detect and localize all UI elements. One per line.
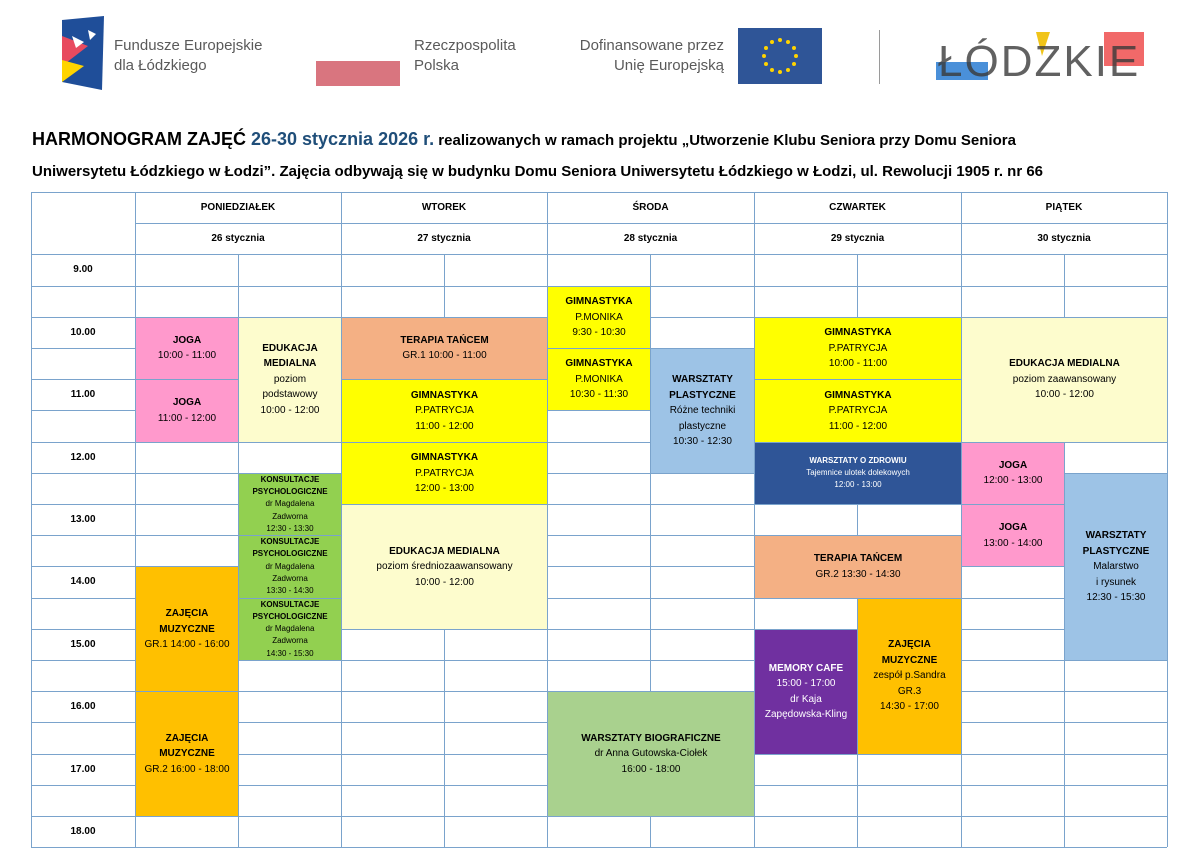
schedule-event[interactable] bbox=[754, 317, 962, 380]
grid-row-line bbox=[31, 847, 1167, 848]
event-detail: dr Magdalena bbox=[265, 624, 315, 634]
schedule-event[interactable] bbox=[961, 442, 1065, 505]
event-detail: 11:00 - 12:00 bbox=[157, 412, 217, 424]
rp-logo-text bbox=[414, 36, 516, 76]
schedule-event[interactable] bbox=[754, 535, 962, 598]
day-header: PIĄTEK bbox=[1045, 202, 1083, 214]
event-detail: P.PATRYCJA bbox=[415, 405, 474, 417]
event-title: PSYCHOLOGICZNE bbox=[252, 549, 328, 559]
event-detail: 11:00 - 12:00 bbox=[415, 420, 474, 432]
event-detail: 11:00 - 12:00 bbox=[828, 420, 888, 432]
hour-label: 14.00 bbox=[70, 576, 96, 588]
schedule-event[interactable] bbox=[238, 317, 342, 443]
event-title: WARSZTATY BIOGRAFICZNE bbox=[581, 732, 721, 744]
event-title: ZAJĘCIA bbox=[165, 732, 209, 744]
event-title: GIMNASTYKA bbox=[410, 389, 479, 401]
event-title: ZAJĘCIA bbox=[888, 639, 931, 651]
schedule-event[interactable] bbox=[857, 598, 962, 755]
event-detail: 12:30 - 15:30 bbox=[1086, 592, 1146, 604]
schedule-event[interactable] bbox=[341, 442, 548, 505]
schedule-event[interactable] bbox=[547, 348, 651, 411]
hour-label: 10.00 bbox=[70, 326, 96, 338]
hour-label: 13.00 bbox=[70, 514, 96, 526]
event-title: WARSZTATY O ZDROWIU bbox=[809, 455, 907, 465]
title-line-2: Uniwersytetu Łódzkiego w Łodzi”. Zajęcia odbywają się w budynku Domu Seniora Uniwersytetu Łódzkiego w Łodzi, ul. Rewolucji 1905 r. nr 66 bbox=[32, 163, 1044, 180]
hour-label: 15.00 bbox=[70, 638, 96, 650]
schedule-event[interactable] bbox=[650, 348, 755, 474]
event-detail: 10:30 - 11:30 bbox=[569, 389, 629, 401]
event-detail: GR.2 16:00 - 18:00 bbox=[144, 763, 230, 775]
event-detail: 14:30 - 15:30 bbox=[266, 648, 314, 658]
title-line-1 bbox=[32, 124, 1182, 156]
event-title: PLASTYCZNE bbox=[669, 389, 736, 401]
event-title: PSYCHOLOGICZNE bbox=[252, 611, 328, 621]
logo-bar bbox=[0, 0, 1196, 110]
schedule-grid bbox=[31, 192, 1167, 848]
schedule-event[interactable] bbox=[135, 379, 239, 442]
event-detail: poziom średniozaawansowany bbox=[376, 561, 513, 573]
event-title: WARSZTATY bbox=[672, 374, 733, 386]
event-title: JOGA bbox=[998, 522, 1028, 534]
event-detail: Zadworna bbox=[272, 574, 308, 584]
event-detail: Zadworna bbox=[272, 636, 308, 646]
event-detail: GR.1 10:00 - 11:00 bbox=[402, 350, 487, 362]
event-title: EDUKACJA MEDIALNA bbox=[389, 545, 500, 557]
hour-label: 12.00 bbox=[70, 451, 96, 463]
hour-label: 11.00 bbox=[70, 389, 96, 401]
event-detail: plastyczne bbox=[678, 420, 727, 432]
event-detail: 15:00 - 17:00 bbox=[776, 678, 836, 690]
event-detail: P.PATRYCJA bbox=[828, 405, 888, 417]
schedule-event[interactable] bbox=[547, 691, 755, 817]
eu-flag-icon bbox=[738, 28, 822, 84]
event-detail: P.PATRYCJA bbox=[415, 467, 474, 479]
eu-line2: Unię Europejską bbox=[613, 57, 724, 74]
event-detail: 16:00 - 18:00 bbox=[621, 763, 681, 775]
schedule-event[interactable] bbox=[547, 286, 651, 349]
event-title: PSYCHOLOGICZNE bbox=[252, 487, 328, 497]
event-title: MEDIALNA bbox=[263, 358, 317, 370]
event-detail: Zapędowska-Kling bbox=[764, 709, 848, 721]
title-prefix: HARMONOGRAM ZAJĘĆ bbox=[32, 129, 251, 149]
lodzkie-logo bbox=[936, 32, 1148, 84]
fe-logo-text bbox=[114, 36, 262, 76]
event-detail: i rysunek bbox=[1095, 576, 1136, 588]
eu-line1: Dofinansowane przez bbox=[579, 37, 724, 54]
schedule-event[interactable] bbox=[341, 317, 548, 380]
day-date: 29 stycznia bbox=[830, 233, 885, 245]
event-detail: poziom zaawansowany bbox=[1012, 373, 1117, 385]
event-title: MUZYCZNE bbox=[159, 623, 215, 635]
schedule-event[interactable] bbox=[238, 473, 342, 536]
event-title: GIMNASTYKA bbox=[565, 358, 633, 370]
rp-line2: Polska bbox=[414, 57, 460, 74]
event-title: GIMNASTYKA bbox=[565, 296, 633, 308]
event-title: WARSZTATY bbox=[1085, 530, 1147, 542]
fe-line1: Fundusze Europejskie bbox=[114, 37, 263, 54]
event-detail: 13:00 - 14:00 bbox=[983, 537, 1043, 549]
event-title: EDUKACJA MEDIALNA bbox=[1009, 358, 1120, 370]
event-detail: GR.1 14:00 - 16:00 bbox=[144, 639, 230, 651]
day-header: WTOREK bbox=[421, 202, 467, 214]
svg-text:ŁÓDZKIE: ŁÓDZKIE bbox=[938, 37, 1141, 84]
event-detail: Tajemnice ulotek dolekowych bbox=[806, 468, 910, 478]
event-detail: GR.3 bbox=[897, 685, 922, 697]
eu-logo-text bbox=[548, 36, 724, 76]
hour-label: 9.00 bbox=[73, 264, 93, 276]
event-detail: 10:00 - 12:00 bbox=[260, 404, 320, 416]
schedule-event[interactable] bbox=[961, 504, 1065, 567]
event-title: JOGA bbox=[172, 334, 202, 346]
schedule-event[interactable] bbox=[754, 379, 962, 442]
page-title bbox=[32, 124, 1182, 187]
schedule-event[interactable] bbox=[135, 691, 239, 817]
event-title: TERAPIA TAŃCEM bbox=[400, 334, 489, 346]
event-detail: 12:00 - 13:00 bbox=[983, 475, 1043, 487]
event-title: GIMNASTYKA bbox=[824, 389, 892, 401]
hour-label: 18.00 bbox=[70, 826, 96, 838]
hour-label: 16.00 bbox=[70, 701, 96, 713]
event-detail: P.MONIKA bbox=[575, 373, 623, 385]
event-title: KONSULTACJE bbox=[260, 599, 320, 609]
event-detail: 9:30 - 10:30 bbox=[572, 327, 626, 339]
event-detail: 13:30 - 14:30 bbox=[266, 586, 314, 596]
schedule-event[interactable] bbox=[754, 442, 962, 505]
schedule-event[interactable] bbox=[238, 598, 342, 661]
hour-label: 17.00 bbox=[70, 763, 96, 775]
event-detail: 14:30 - 17:00 bbox=[880, 701, 939, 713]
schedule-event[interactable] bbox=[135, 566, 239, 692]
event-detail: 12:30 - 13:30 bbox=[266, 523, 314, 533]
event-detail: poziom bbox=[273, 373, 307, 385]
fe-line2: dla Łódzkiego bbox=[114, 57, 207, 74]
event-detail: P.PATRYCJA bbox=[828, 342, 888, 354]
european-funds-icon bbox=[62, 16, 104, 90]
day-date: 30 stycznia bbox=[1037, 233, 1091, 245]
grid-row-line bbox=[31, 254, 1167, 255]
event-detail: dr Anna Gutowska-Ciołek bbox=[594, 748, 708, 760]
event-title: KONSULTACJE bbox=[260, 474, 320, 484]
event-detail: 10:00 - 11:00 bbox=[157, 350, 217, 362]
title-dates: 26-30 stycznia 2026 r. bbox=[251, 129, 435, 149]
event-detail: Zadworna bbox=[272, 511, 308, 521]
schedule-event[interactable] bbox=[238, 535, 342, 598]
event-title: PLASTYCZNE bbox=[1082, 545, 1150, 557]
polish-flag-icon bbox=[316, 36, 400, 86]
event-title: KONSULTACJE bbox=[260, 537, 320, 547]
day-date: 27 stycznia bbox=[417, 233, 471, 245]
schedule-event[interactable] bbox=[754, 629, 858, 755]
schedule-event[interactable] bbox=[135, 317, 239, 380]
event-detail: 10:00 - 11:00 bbox=[828, 358, 888, 370]
event-title: MUZYCZNE bbox=[159, 748, 215, 760]
event-detail: dr Magdalena bbox=[265, 561, 315, 571]
event-detail: 12:00 - 13:00 bbox=[415, 483, 474, 495]
event-detail: dr Magdalena bbox=[265, 499, 315, 509]
schedule-event[interactable] bbox=[1064, 473, 1168, 661]
event-detail: Różne techniki bbox=[669, 405, 736, 417]
event-detail: 10:00 - 12:00 bbox=[415, 576, 474, 588]
event-title: ZAJĘCIA bbox=[165, 608, 209, 620]
logo-separator bbox=[879, 30, 880, 84]
schedule-event[interactable] bbox=[961, 317, 1168, 443]
event-title: TERAPIA TAŃCEM bbox=[813, 553, 903, 565]
event-title: GIMNASTYKA bbox=[410, 452, 479, 464]
event-detail: 12:00 - 13:00 bbox=[834, 480, 882, 490]
day-header: ŚRODA bbox=[632, 202, 669, 214]
event-title: GIMNASTYKA bbox=[824, 327, 892, 339]
event-detail: 10:00 - 12:00 bbox=[1035, 389, 1094, 401]
event-title: JOGA bbox=[998, 459, 1028, 471]
event-title: JOGA bbox=[172, 397, 202, 409]
event-detail: P.MONIKA bbox=[575, 311, 623, 323]
event-title: EDUKACJA bbox=[262, 342, 318, 354]
title-project: realizowanych w ramach projektu „Utworzenie Klubu Seniora przy Domu Seniora bbox=[434, 132, 1016, 149]
day-date: 26 stycznia bbox=[211, 233, 265, 245]
event-detail: GR.2 13:30 - 14:30 bbox=[815, 568, 901, 580]
event-detail: podstawowy bbox=[262, 389, 318, 401]
event-detail: dr Kaja bbox=[790, 693, 822, 705]
day-date: 28 stycznia bbox=[623, 233, 678, 245]
rp-line1: Rzeczpospolita bbox=[414, 37, 516, 54]
day-header: PONIEDZIAŁEK bbox=[200, 202, 276, 214]
schedule-event[interactable] bbox=[341, 504, 548, 630]
event-title: MUZYCZNE bbox=[881, 654, 938, 666]
day-header: CZWARTEK bbox=[829, 202, 886, 214]
schedule-event[interactable] bbox=[341, 379, 548, 442]
event-detail: 10:30 - 12:30 bbox=[673, 436, 732, 448]
event-detail: zespół p.Sandra bbox=[873, 670, 946, 682]
event-title: MEMORY CAFE bbox=[768, 662, 844, 674]
event-detail: Malarstwo bbox=[1093, 561, 1139, 573]
